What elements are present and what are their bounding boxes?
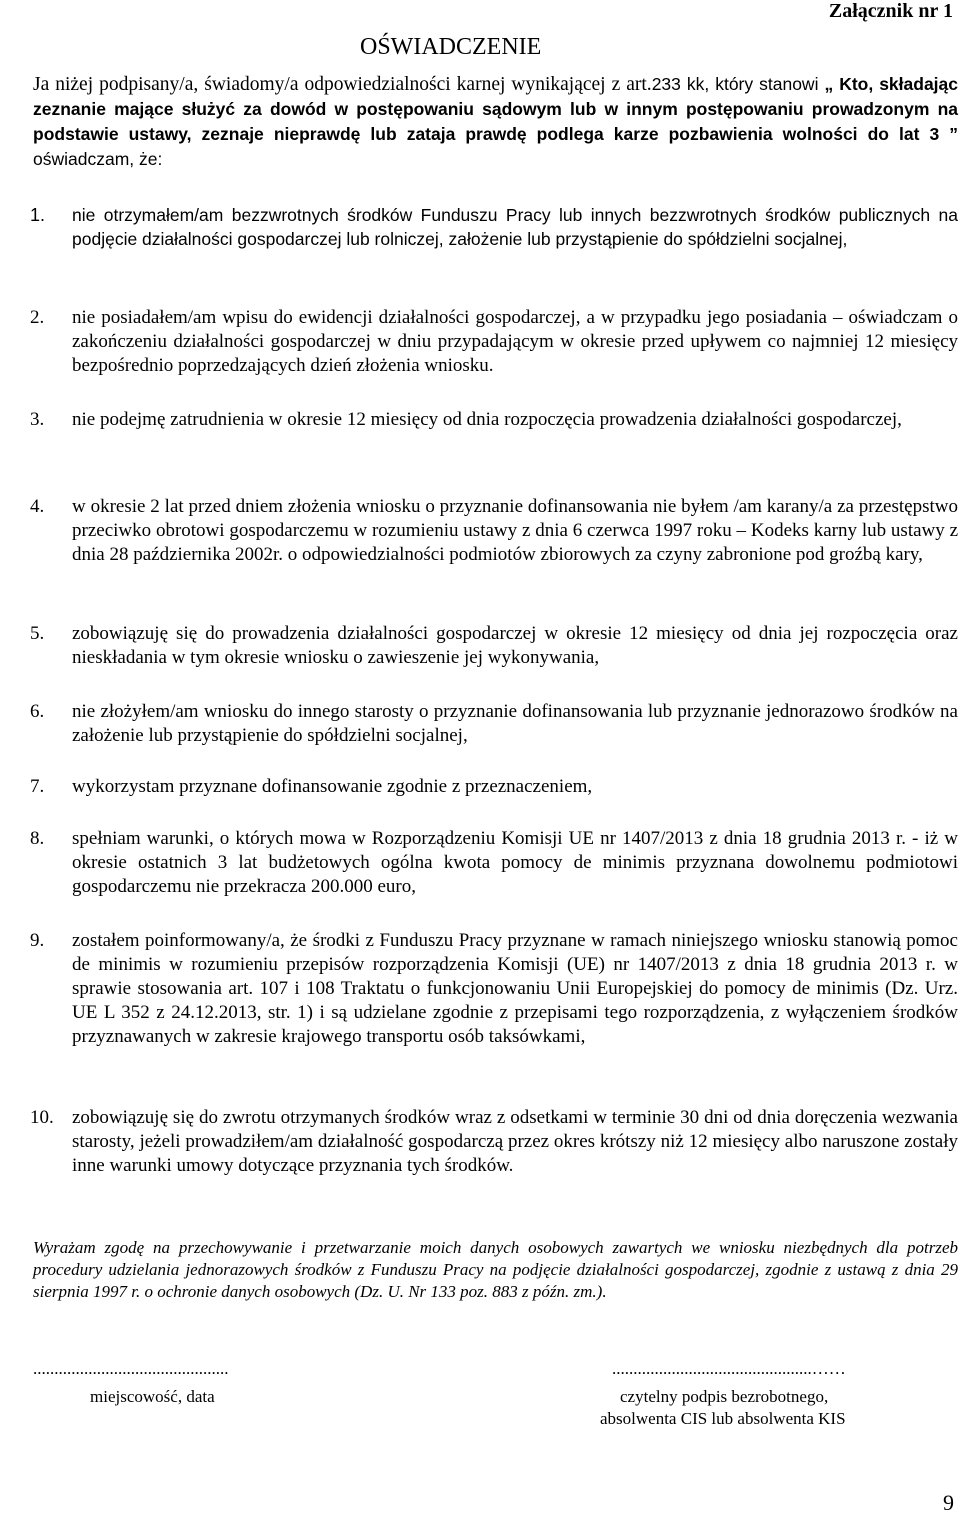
item-number: 8. <box>30 828 45 849</box>
item-text: nie otrzymałem/am bezzwrotnych środków Funduszu Pracy lub innych bezzwrotnych środków publicznych na podjęcie działalności gospodarczej lub rolniczej, założenie lub przystąpienie do spółdzielni socjalnej, <box>72 205 958 249</box>
item-number: 10. <box>30 1107 54 1128</box>
item-text: nie posiadałem/am wpisu do ewidencji działalności gospodarczej, a w przypadku jego posiadania – oświadczam o zakończeniu działalności gospodarczej w dniu przypadającym w okresie przed upływem co najmniej 12 miesięcy bezpośrednio poprzedzających dzień złożenia wniosku. <box>72 307 958 376</box>
intro-text-2: 233 kk, który stanowi <box>651 74 819 94</box>
signature-line: ...............................................…… <box>612 1359 846 1378</box>
page-number: 9 <box>943 1490 954 1515</box>
item-text: w okresie 2 lat przed dniem złożenia wniosku o przyznanie dofinansowania nie byłem /am karany/a za przestępstwo przeciwko obrotowi gospodarczemu w rozumieniu ustawy z dnia 6 czerwca 1997 roku – Kodeks karny lub ustawy z dnia 28 października 2002r. o odpowiedzialności podmiotów zbiorowych za czyny zabronione pod groźbą kary, <box>72 496 958 565</box>
place-date-label: miejscowość, data <box>90 1387 215 1406</box>
place-date-line: .............................................. <box>33 1359 229 1378</box>
item-number: 4. <box>30 496 45 517</box>
item-number: 1. <box>30 205 46 225</box>
item-number: 9. <box>30 930 45 951</box>
item-number: 6. <box>30 701 45 722</box>
signature-sublabel: absolwenta CIS lub absolwenta KIS <box>600 1409 846 1428</box>
item-number: 3. <box>30 409 45 430</box>
signature-label: czytelny podpis bezrobotnego, <box>620 1387 829 1406</box>
intro-paragraph <box>33 72 958 172</box>
item-text: zobowiązuję się do prowadzenia działalności gospodarczej w okresie 12 miesięcy od dnia jej rozpoczęcia oraz nieskładania w tym okresie wniosku o zawieszenie jej wykonywania, <box>72 623 958 668</box>
item-text: nie złożyłem/am wniosku do innego starosty o przyznanie dofinansowania lub przyznanie jednorazowo środków na założenie lub przystąpienie do spółdzielni socjalnej, <box>72 701 958 746</box>
intro-text-1: Ja niżej podpisany/a, świadomy/a odpowiedzialności karnej wynikającej z art. <box>33 74 652 95</box>
item-number: 7. <box>30 776 45 797</box>
item-text: zostałem poinformowany/a, że środki z Funduszu Pracy przyznane w ramach niniejszego wniosku stanowią pomoc de minimis w rozumieniu przepisów rozporządzenia Komisji (UE) nr 1407/2013 z dnia 18 grudnia 2013 r. w sprawie stosowania art. 107 i 108 Traktatu o funkcjonowaniu Unii Europejskiej do pomocy de minimis (Dz. Urz. UE L 352 z 24.12.2013, str. 1) i są udzielane zgodnie z przepisami tego rozporządzenia, z wyłączeniem środków przyznawanych w zakresie krajowego transportu osób taksówkami, <box>72 930 958 1047</box>
intro-text-4: oświadczam, że: <box>33 149 163 169</box>
intro-quote: „ Kto, składając zeznanie mające służyć za dowód w postępowaniu sądowym lub w innym postępowaniu prowadzonym na podstawie ustawy, zeznaje nieprawdę lub zataja prawdę podlega karze pozbawienia wolności do lat 3 ” <box>33 74 959 144</box>
item-number: 2. <box>30 307 45 328</box>
item-text: nie podejmę zatrudnienia w okresie 12 miesięcy od dnia rozpoczęcia prowadzenia działalności gospodarczej, <box>72 409 902 430</box>
data-processing-consent: Wyrażam zgodę na przechowywanie i przetwarzanie moich danych osobowych zawartych we wniosku niezbędnych dla potrzeb procedury udzielania jednorazowych środków z Funduszu Pracy na podjęcie działalności gospodarczej, zgodnie z ustawą z dnia 29 sierpnia 1997 r. o ochronie danych osobowych (Dz. U. Nr 133 poz. 883 z późn. zm.). <box>33 1238 958 1301</box>
document-title: OŚWIADCZENIE <box>360 34 542 60</box>
item-text: wykorzystam przyznane dofinansowanie zgodnie z przeznaczeniem, <box>72 776 593 797</box>
item-text: spełniam warunki, o których mowa w Rozporządzeniu Komisji UE nr 1407/2013 z dnia 18 grudnia 2013 r. - iż w okresie ostatnich 3 lat budżetowych ogólna kwota pomocy de minimis przyznana dowolnemu podmiotowi gospodarczemu nie przekracza 200.000 euro, <box>72 828 958 897</box>
item-number: 5. <box>30 623 45 644</box>
annex-label: Załącznik nr 1 <box>828 0 953 22</box>
item-text: zobowiązuję się do zwrotu otrzymanych środków wraz z odsetkami w terminie 30 dni od dnia doręczenia wezwania starosty, jeżeli prowadziłem/am działalność gospodarczą przez okres krótszy niż 12 miesięcy albo naruszone zostały inne warunki umowy dotyczące przyznania tych środków. <box>72 1107 958 1176</box>
